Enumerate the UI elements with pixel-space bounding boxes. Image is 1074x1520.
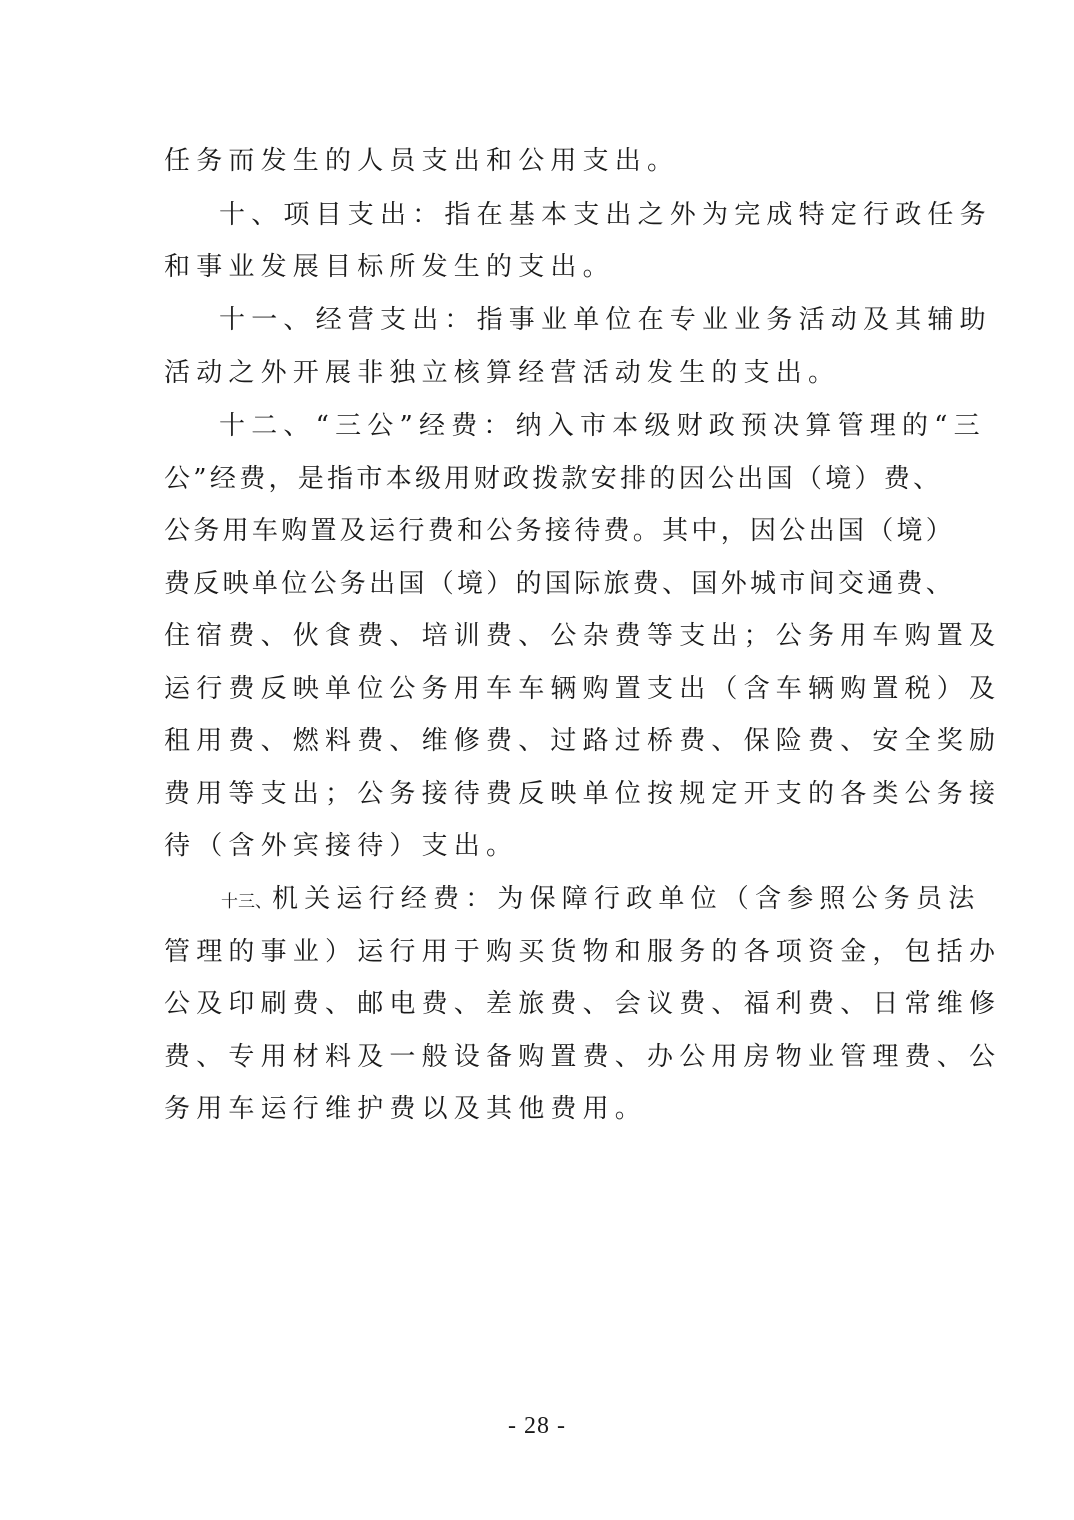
item-10-first-line: 十、项目支出：指在基本支出之外为完成特定行政任务 xyxy=(219,200,992,230)
text-line: 公及印刷费、邮电费、差旅费、会议费、福利费、日常维修 xyxy=(164,989,1002,1019)
item-11-first-line: 十一、经营支出：指事业单位在专业业务活动及其辅助 xyxy=(219,305,992,335)
text-line: 租用费、燃料费、维修费、过路过桥费、保险费、安全奖励 xyxy=(164,726,1002,756)
text-line: 活动之外开展非独立核算经营活动发生的支出。 xyxy=(164,358,841,388)
page-number: - 28 - xyxy=(508,1413,566,1439)
text-line: 费反映单位公务出国（境）的国际旅费、国外城市间交通费、 xyxy=(164,569,956,599)
text-line: 管理的事业）运行用于购买货物和服务的各项资金，包括办 xyxy=(164,937,1002,967)
text-line: 公”经费，是指市本级用财政拨款安排的因公出国（境）费、 xyxy=(164,464,943,494)
text-line: 任务而发生的人员支出和公用支出。 xyxy=(164,146,680,176)
text-line: 住宿费、伙食费、培训费、公杂费等支出；公务用车购置及 xyxy=(164,621,1002,651)
text-line: 费用等支出；公务接待费反映单位按规定开支的各类公务接 xyxy=(164,779,1002,809)
text-line: 公务用车购置及运行费和公务接待费。其中，因公出国（境） xyxy=(164,516,956,546)
item-13-number: 十三、 xyxy=(221,892,272,912)
text-line: 务用车运行维护费以及其他费用。 xyxy=(164,1094,648,1124)
item-12-first-line: 十二、“三公”经费：纳入市本级财政预决算管理的“三 xyxy=(219,411,986,441)
text-line: 待（含外宾接待）支出。 xyxy=(164,831,519,861)
text-line: 费、专用材料及一般设备购置费、办公用房物业管理费、公 xyxy=(164,1042,1002,1072)
item-13-text: 机关运行经费：为保障行政单位（含参照公务员法 xyxy=(272,884,981,914)
text-line: 和事业发展目标所发生的支出。 xyxy=(164,252,615,282)
text-line: 运行费反映单位公务用车车辆购置支出（含车辆购置税）及 xyxy=(164,674,1002,704)
item-13-first-line xyxy=(221,884,981,917)
